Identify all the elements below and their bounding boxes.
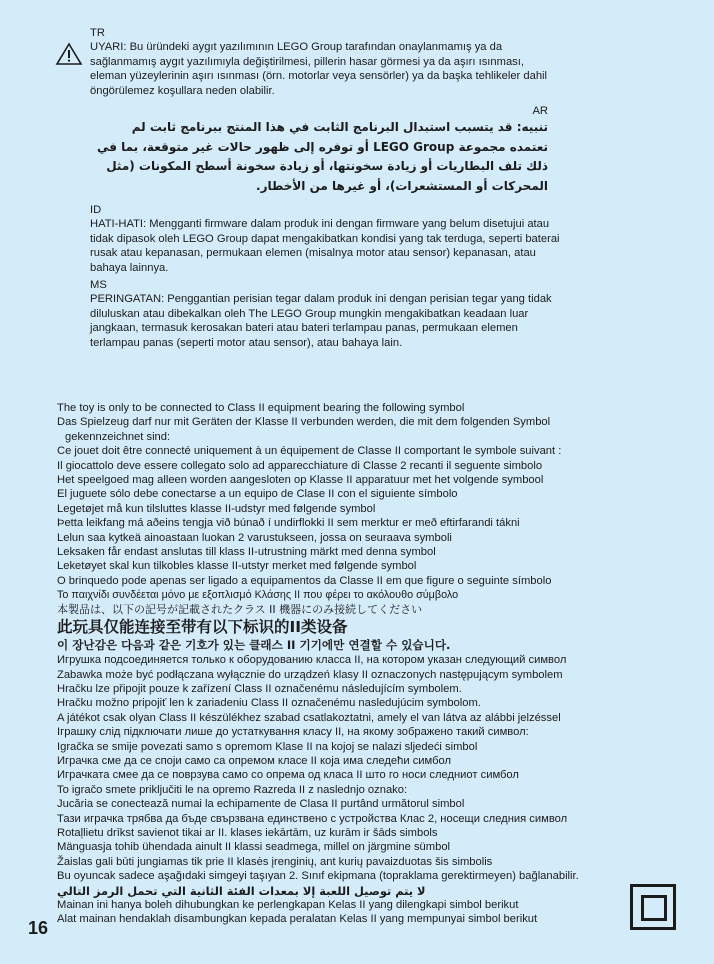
- statement-sk: Hračku možno pripojiť len k zariadeniu Class II označenému nasledujúcim symbolom.: [57, 697, 481, 710]
- statement-no: Leketøyet skal kun tilkobles klasse II-utstyr merket med følgende symbol: [57, 560, 417, 573]
- statement-en: The toy is only to be connected to Class II equipment bearing the following symbol: [57, 402, 465, 414]
- statement-lv: Rotaļlietu drīkst savienot tikai ar II. klases iekārtām, uz kurām ir šāds simbols: [57, 826, 438, 839]
- statement-id: Mainan ini hanya boleh dihubungkan ke perlengkapan Kelas II yang dilengkapi simbol berikut: [57, 899, 519, 911]
- statement-pl: Zabawka może być podłączana wyłącznie do urządzeń klasy II oznaczonych następującym symbolem: [57, 668, 563, 681]
- statement-sv: Leksaken får endast anslutas till klass II-utrustning märkt med denna symbol: [57, 546, 436, 559]
- statement-nl: Het speelgoed mag alleen worden aangesloten op Klasse II apparatuur met het volgende symbool: [57, 474, 544, 487]
- statement-ko: 이 장난감은 다음과 같은 기호가 있는 클래스 II 기기에만 연결할 수 있습니다.: [57, 638, 451, 653]
- class-ii-statements: [57, 401, 647, 927]
- class-ii-double-square-icon: [630, 884, 676, 930]
- warning-id: [90, 203, 560, 275]
- statement-mk: Играчката смее да се поврзува само со опрема од класа II што го носи следниот симбол: [57, 769, 519, 782]
- statement-sl: To igračo smete priključiti le na opremo Razreda II z naslednjo oznako:: [57, 783, 408, 796]
- statement-de-cont: gekennzeichnet sind:: [65, 430, 171, 443]
- warning-text-tr: UYARI: Bu üründeki aygıt yazılımının LEGO Group tarafından onaylanmamış ya da sağlanmamış aygıt yazılımıyla değiştirilmesi, pillerin hasar görmesi ya da aşırı ısınması, eleman yüzeylerinin aşırı ısınması (örn. motorlar veya sensörler) ya da başka tehlikeler dahil öngörülemez koşullara neden olabilir.: [90, 41, 548, 97]
- page-number: 16: [28, 918, 49, 938]
- statement-hr: Igračka se smije povezati samo s opremom Klase II na kojoj se nalazi sljedeći simbol: [57, 740, 478, 753]
- statement-et: Mänguasja tohib ühendada ainult II klassi seadmega, millel on järgmine sümbol: [57, 841, 451, 854]
- lang-code-ms: MS: [90, 279, 107, 291]
- lang-code-ar: AR: [532, 105, 548, 117]
- statement-tr: Bu oyuncak sadece aşağıdaki simgeyi taşıyan 2. Sınıf ekipmana (topraklama gerektirmeyen) bağlanabilir.: [57, 870, 579, 883]
- statement-el: Το παιχνίδι συνδέεται μόνο με εξοπλισμό Κλάσης II που φέρει το ακόλουθο σύμβολο: [57, 589, 459, 602]
- statement-ro: Jucăria se conectează numai la echipamente de Clasa II purtând următorul simbol: [57, 798, 465, 811]
- statement-uk: Іграшку слід підключати лише до устаткування класу II, на якому зображено такий символ:: [57, 726, 529, 739]
- warning-tr: [90, 26, 560, 98]
- statement-ru: Игрушка подсоединяется только к оборудованию класса II, на котором указан следующий символ: [57, 654, 567, 667]
- statement-ja: 本製品は、以下の記号が記載されたクラス II 機器にのみ接続してください: [57, 602, 423, 616]
- statement-ms: Alat mainan hendaklah disambungkan kepada peralatan Kelas II yang mempunyai simbol berikut: [57, 913, 538, 926]
- statement-lt: Žaislas gali būti jungiamas tik prie II klasės įrenginių, ant kurių pavaizduotas šis simbolis: [57, 855, 493, 868]
- statement-es: El juguete sólo debe conectarse a un equipo de Clase II con el siguiente símbolo: [57, 488, 458, 501]
- warning-ms: [90, 278, 560, 350]
- statement-cs: Hračku lze připojit pouze k zařízení Class II označenému následujícím symbolem.: [57, 682, 462, 695]
- statement-pt: O brinquedo pode apenas ser ligado a equipamentos da Classe II em que figure o seguinte símbolo: [57, 574, 552, 587]
- lang-code-tr: TR: [90, 27, 105, 39]
- lang-code-id: ID: [90, 204, 102, 216]
- statement-hu: A játékot csak olyan Class II készülékhez szabad csatlakoztatni, amely el van látva az alábbi jelzéssel: [57, 711, 561, 724]
- statement-sr: Играчка сме да се споји само са опремом класе II која има следећи симбол: [57, 754, 452, 767]
- statement-is: Þetta leikfang má aðeins tengja við búnað í undirflokki II sem merktur er með eftirfarandi tákni: [57, 517, 520, 530]
- warning-text-id: HATI-HATI: Mengganti firmware dalam produk ini dengan firmware yang belum disetujui atau tidak dipasok oleh LEGO Group dapat mengakibatkan kondisi yang tak terduga, seperti baterai rusak atau kepanasan, permukaan elemen (misalnya motor atau sensor) kepanasan, atau bahaya lainnya.: [90, 218, 560, 274]
- class-ii-inner-square: [641, 895, 667, 921]
- statement-de: Das Spielzeug darf nur mit Geräten der Klasse II verbunden werden, die mit dem folgenden Symbol: [57, 416, 551, 429]
- warning-triangle-icon: [55, 42, 83, 66]
- statement-zh: 此玩具仅能连接至带有以下标识的II类设备: [57, 618, 348, 637]
- statement-fr: Ce jouet doit être connecté uniquement à un équipement de Classe II comportant le symbole suivant :: [57, 445, 562, 458]
- warning-text-ar: تنبيه: قد يتسبب استبدال البرنامج الثابت في هذا المنتج ببرنامج ثابت لم تعتمده مجموعة LEGO Group أو توفره إلى ظهور حالات غير متوقعة، بما في ذلك تلف البطاريات أو زيادة سخونتها، أو زيادة سخونة أسطح المكونات (مثل المحركات أو المستشعرات)، أو غيرها من الأخطار.: [96, 120, 548, 193]
- statement-da: Legetøjet må kun tilsluttes klasse II-udstyr med følgende symbol: [57, 502, 376, 515]
- statement-it: Il giocattolo deve essere collegato solo ad apparecchiature di Classe 2 recanti il seguente simbolo: [57, 459, 543, 472]
- statement-ar: لا يتم توصيل اللعبة إلا بمعدات الفئة الثانية التي تحمل الرمز التالي: [57, 883, 426, 898]
- statement-bg: Тази играчка трябва да бъде свързвана единствено с устройства Клас 2, носещи следния символ: [57, 812, 568, 825]
- warning-text-ms: PERINGATAN: Penggantian perisian tegar dalam produk ini dengan perisian tegar yang tidak diluluskan atau dibekalkan oleh The LEGO Group mungkin mengakibatkan keadaan luar jangkaan, termasuk kerosakan bateri atau bateri terlampau panas, permukaan elemen terlampau panas (seperti motor atau sensor), atau bahaya lain.: [90, 293, 552, 349]
- statement-fi: Lelun saa kytkeä ainoastaan luokan 2 varustukseen, jossa on seuraava symboli: [57, 531, 452, 544]
- warning-ar: [90, 104, 548, 196]
